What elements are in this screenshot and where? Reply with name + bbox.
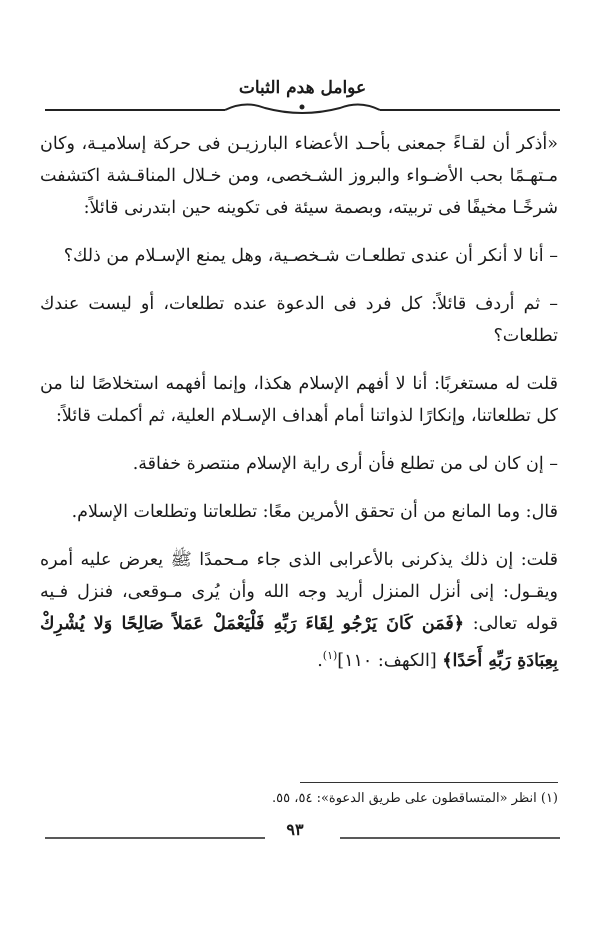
paragraph-with-verse: قلت: إن ذلك يذكرنى بالأعرابى الذى جاء مـحمدًا ﷺ يعرض عليه أمره ويقـول: إنى أنزل المنزل أريد وجه الله وأن يُرى مـوقعى، فنزل فـيه قوله تعالى: ﴿فَمَن كَانَ يَرْجُو لِقَاءَ رَبِّهِ فَلْيَعْمَلْ عَمَلاً صَالِحًا وَلا يُشْرِكْ بِعِبَادَةِ رَبِّهِ أَحَدًا﴾ [الكهف: ١١٠]$^{(١)}$.	[40, 550, 558, 671]
paragraph: قلت له مستغربًا: أنا لا أفهم الإسلام هكذا، وإنما أفهمه استخلاصًا لنا من كل تطلعاتنا، وإنكارًا لذواتنا أمام أهداف الإسـلام العلية، ثم أكملت قائلاً:	[40, 374, 558, 426]
page-number: ٩٣	[286, 820, 304, 839]
paragraph: «أذكر أن لقـاءً جمعنى بأحـد الأعضاء البارزيـن فى حركة إسلاميـة، وكان مـتهـمًا بحب الأضـواء والبروز الشـخصى، ومن خـلال المناقـشة اكتشفت شرخًـا مخيفًا فى تربيته، وبصمة سيئة فى تكوينه حين ابتدرنى قائلاً:	[40, 134, 558, 218]
paragraph: – ثم أردف قائلاً: كل فرد فى الدعوة عنده تطلعات، أو ليست عندك تطلعات؟	[40, 294, 558, 346]
main-text	[40, 128, 558, 677]
verse-reference: [الكهف: ١١٠]	[337, 650, 437, 671]
paragraph-text: قلت: إن ذلك يذكرنى بالأعرابى الذى جاء مـحمدًا ﷺ يعرض عليه أمره ويقـول: إنى أنزل المنزل أريد وجه الله وأن يُرى مـوقعى، فنزل فـيه قوله تعالى:	[40, 550, 558, 634]
running-header	[45, 78, 560, 118]
footnote: (١) انظر «المتساقطون على طريق الدعوة»: ٥٤، ٥٥.	[272, 791, 558, 806]
quran-verse: ﴿فَمَن كَانَ يَرْجُو لِقَاءَ رَبِّهِ فَلْيَعْمَلْ عَمَلاً صَالِحًا وَلا يُشْرِكْ بِعِبَادَةِ رَبِّهِ أَحَدًا﴾	[40, 614, 558, 671]
header-title: عوامل هدم الثبات	[238, 78, 367, 98]
paragraph: قال: وما المانع من أن تحقق الأمرين معًا: تطلعاتنا وتطلعات الإسلام.	[71, 502, 558, 522]
paragraph: – إن كان لى من تطلع فأن أرى راية الإسلام منتصرة خفاقة.	[132, 454, 558, 474]
footnote-marker: (١)	[322, 649, 338, 662]
header-ornament	[45, 98, 560, 118]
footnote-divider	[300, 782, 558, 783]
paragraph: – أنا لا أنكر أن عندى تطلعـات شـخصـية، وهل يمنع الإسـلام من ذلك؟	[63, 246, 558, 266]
